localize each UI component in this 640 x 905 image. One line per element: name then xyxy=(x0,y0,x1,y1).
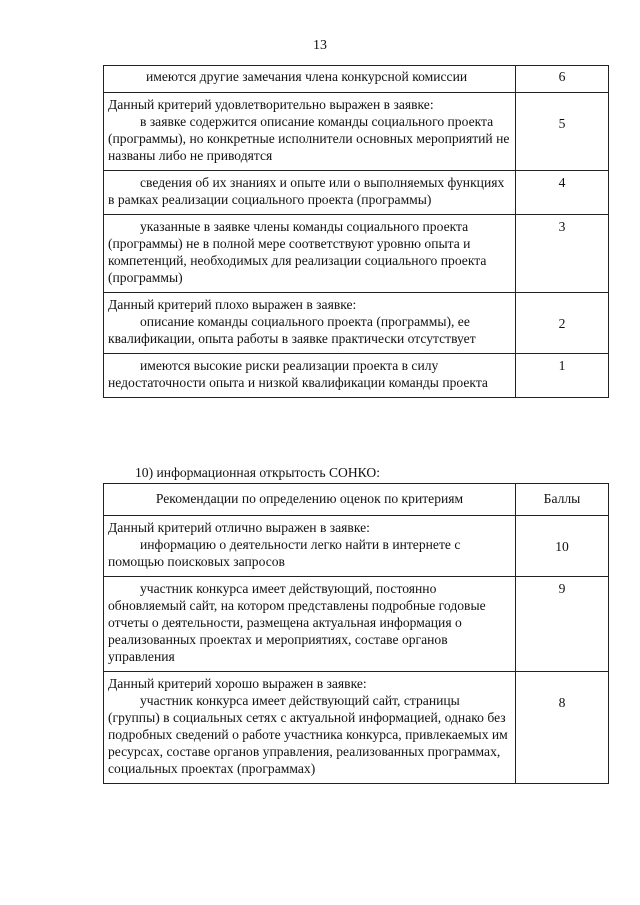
criteria-cell xyxy=(104,293,516,354)
table-row xyxy=(104,293,609,354)
criteria-table-team xyxy=(103,65,609,398)
score-cell: 8 xyxy=(516,672,609,784)
criteria-text: указанные в заявке члены команды социального проекта (программы) не в полной мере соответствуют уровню опыта и компетенций, необходимых для реализации социального проекта (программы) xyxy=(108,219,487,285)
table-row xyxy=(104,171,609,215)
criteria-cell xyxy=(104,171,516,215)
score-cell: 3 xyxy=(516,215,609,293)
header-criteria: Рекомендации по определению оценок по критериям xyxy=(104,484,516,516)
table-header-row xyxy=(104,484,609,516)
table-row xyxy=(104,354,609,398)
criteria-lead: Данный критерий плохо выражен в заявке: xyxy=(108,297,357,312)
criteria-text: участник конкурса имеет действующий сайт, страницы (группы) в социальных сетях с актуальной информацией, однако без подробных сведений о работе участника конкурса, привлекаемых им ресурсах, составе органов управления, реализованных программах, социальных проектах (программах) xyxy=(108,693,508,776)
header-score: Баллы xyxy=(516,484,609,516)
score-cell: 5 xyxy=(516,93,609,171)
score-cell: 9 xyxy=(516,577,609,672)
criteria-text: участник конкурса имеет действующий, постоянно обновляемый сайт, на котором представлены подробные годовые отчеты о деятельности, размещена актуальная информация о реализованных проектах и мероприятиях, составе органов управления xyxy=(108,581,486,664)
table-row xyxy=(104,516,609,577)
criteria-text: в заявке содержится описание команды социального проекта (программы), но конкретные исполнители основных мероприятий не названы либо не приводятся xyxy=(108,114,510,163)
page-number: 13 xyxy=(313,38,327,53)
table-row xyxy=(104,215,609,293)
score-cell: 10 xyxy=(516,516,609,577)
criteria-text: описание команды социального проекта (программы), ее квалификации, опыта работы в заявке практически отсутствует xyxy=(108,314,476,346)
table-row xyxy=(104,672,609,784)
section-heading: 10) информационная открытость СОНКО: xyxy=(135,465,380,480)
score-cell: 2 xyxy=(516,293,609,354)
criteria-cell xyxy=(104,516,516,577)
criteria-lead: Данный критерий отлично выражен в заявке: xyxy=(108,520,370,535)
score-cell: 1 xyxy=(516,354,609,398)
criteria-text: имеются другие замечания члена конкурсной комиссии xyxy=(146,69,468,84)
criteria-cell xyxy=(104,93,516,171)
table-row xyxy=(104,66,609,93)
score-cell: 6 xyxy=(516,66,609,93)
table-row xyxy=(104,93,609,171)
criteria-lead: Данный критерий хорошо выражен в заявке: xyxy=(108,676,367,691)
criteria-cell xyxy=(104,577,516,672)
criteria-table-openness xyxy=(103,483,609,784)
score-cell: 4 xyxy=(516,171,609,215)
criteria-text: информацию о деятельности легко найти в интернете с помощью поисковых запросов xyxy=(108,537,461,569)
table-row xyxy=(104,577,609,672)
criteria-text: сведения об их знаниях и опыте или о выполняемых функциях в рамках реализации социального проекта (программы) xyxy=(108,175,505,207)
criteria-text: имеются высокие риски реализации проекта в силу недостаточности опыта и низкой квалификации команды проекта xyxy=(108,358,488,390)
criteria-cell xyxy=(104,672,516,784)
criteria-lead: Данный критерий удовлетворительно выражен в заявке: xyxy=(108,97,434,112)
criteria-cell xyxy=(104,354,516,398)
criteria-cell xyxy=(104,66,516,93)
criteria-cell xyxy=(104,215,516,293)
